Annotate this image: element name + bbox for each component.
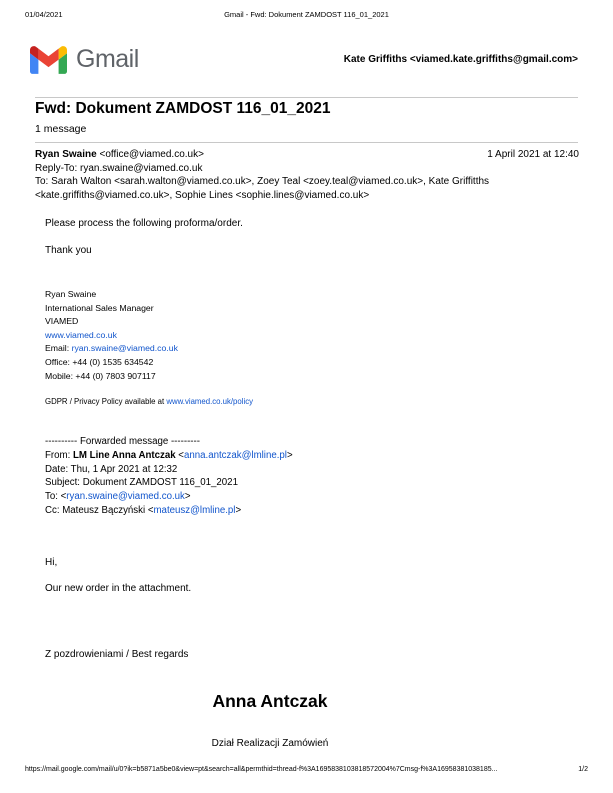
- forwarded-to-email-link[interactable]: ryan.swaine@viamed.co.uk: [66, 490, 185, 502]
- to-field: To: Sarah Walton <sarah.walton@viamed.co.uk>, Zoey Teal <zoey.teal@viamed.co.uk>, Kate Griffitths <kate.griffiths@viamed.co.uk>, Sophie Lines <sophie.lines@viamed.co.uk>: [35, 176, 490, 201]
- forwarded-from-email-link[interactable]: anna.antczak@lmline.pl: [183, 449, 287, 461]
- forwarded-body-line: Our new order in the attachment.: [45, 583, 192, 595]
- body-line-2: Thank you: [45, 245, 92, 256]
- signature-email-row: [45, 342, 583, 356]
- print-header-title: Gmail - Fwd: Dokument ZAMDOST 116_01_2021: [224, 10, 389, 19]
- forwarded-closing: Z pozdrowieniami / Best regards: [45, 649, 189, 661]
- message-body: [45, 217, 583, 750]
- forwarded-to-label: To: <: [45, 490, 67, 502]
- forwarded-to-bracket-close: >: [184, 490, 191, 502]
- message-header: [35, 148, 579, 202]
- signature-website-row: [45, 329, 583, 343]
- signature-website-link[interactable]: www.viamed.co.uk: [45, 329, 117, 340]
- forwarded-cc-label: Cc: Mateusz Bączyński <: [45, 504, 154, 516]
- reply-to-field: Reply-To: ryan.swaine@viamed.co.uk: [35, 162, 203, 174]
- print-footer: [25, 766, 588, 773]
- divider-header: [35, 97, 578, 98]
- forwarded-from-bracket-open: <: [175, 449, 184, 461]
- from-address: <office@viamed.co.uk>: [96, 149, 204, 160]
- from-name: Ryan Swaine: [35, 149, 97, 160]
- forwarded-from-label: From:: [45, 449, 73, 461]
- from-field: [35, 148, 204, 162]
- thread-subject: Fwd: Dokument ZAMDOST 116_01_2021: [35, 100, 331, 117]
- forwarded-sender-name: Anna Antczak: [212, 691, 328, 712]
- signature-mobile-phone: Mobile: +44 (0) 7803 907117: [45, 370, 156, 381]
- print-header-date: 01/04/2021: [25, 10, 63, 19]
- forwarded-from-bracket-close: >: [286, 449, 293, 461]
- forwarded-greeting: Hi,: [45, 557, 58, 569]
- forwarded-cc-email-link[interactable]: mateusz@lmline.pl: [153, 504, 236, 516]
- forwarded-cc-row: [45, 504, 583, 518]
- message-date: 1 April 2021 at 12:40: [487, 149, 579, 160]
- body-line-1: Please process the following proforma/order.: [45, 218, 243, 229]
- signature-job-title: International Sales Manager: [45, 302, 154, 313]
- footer-url: https://mail.google.com/mail/u/0?ik=b5871a5be0&view=pt&search=all&permthid=thread-f%3A1695838103818572004%7Cmsg-f%3A16958381038185...: [25, 766, 498, 773]
- signature-email-label: Email:: [45, 343, 72, 354]
- gdpr-row: [45, 395, 583, 408]
- forwarded-from-row: [45, 449, 583, 463]
- gmail-header: [30, 45, 578, 74]
- gdpr-policy-link[interactable]: www.viamed.co.uk/policy: [166, 397, 253, 407]
- divider-subject: [35, 142, 578, 143]
- forwarded-cc-bracket-close: >: [235, 504, 242, 516]
- signature-company: VIAMED: [45, 316, 79, 327]
- forwarded-date: Date: Thu, 1 Apr 2021 at 12:32: [45, 463, 178, 475]
- forwarded-divider: ---------- Forwarded message ---------: [45, 436, 200, 448]
- forwarded-sender-department: Dział Realizacji Zamówień: [211, 738, 329, 750]
- forwarded-block: [45, 435, 583, 517]
- signature-name: Ryan Swaine: [45, 289, 97, 299]
- footer-page-number: 1/2: [578, 766, 588, 773]
- signature-block: [45, 288, 583, 383]
- forwarded-to-row: [45, 490, 583, 504]
- gmail-logo: [30, 45, 139, 74]
- gmail-logo-text: Gmail: [76, 45, 139, 73]
- account-owner-email: Kate Griffiths <viamed.kate.griffiths@gmail.com>: [343, 54, 578, 65]
- thread-message-count: 1 message: [35, 123, 87, 135]
- signature-email-link[interactable]: ryan.swaine@viamed.co.uk: [71, 343, 178, 354]
- forwarded-subject: Subject: Dokument ZAMDOST 116_01_2021: [45, 477, 238, 489]
- signature-office-phone: Office: +44 (0) 1535 634542: [45, 356, 154, 367]
- gmail-m-icon: [30, 46, 67, 74]
- gdpr-text: GDPR / Privacy Policy available at: [45, 397, 167, 407]
- forwarded-from-name: LM Line Anna Antczak: [72, 449, 176, 461]
- from-row: [35, 148, 579, 162]
